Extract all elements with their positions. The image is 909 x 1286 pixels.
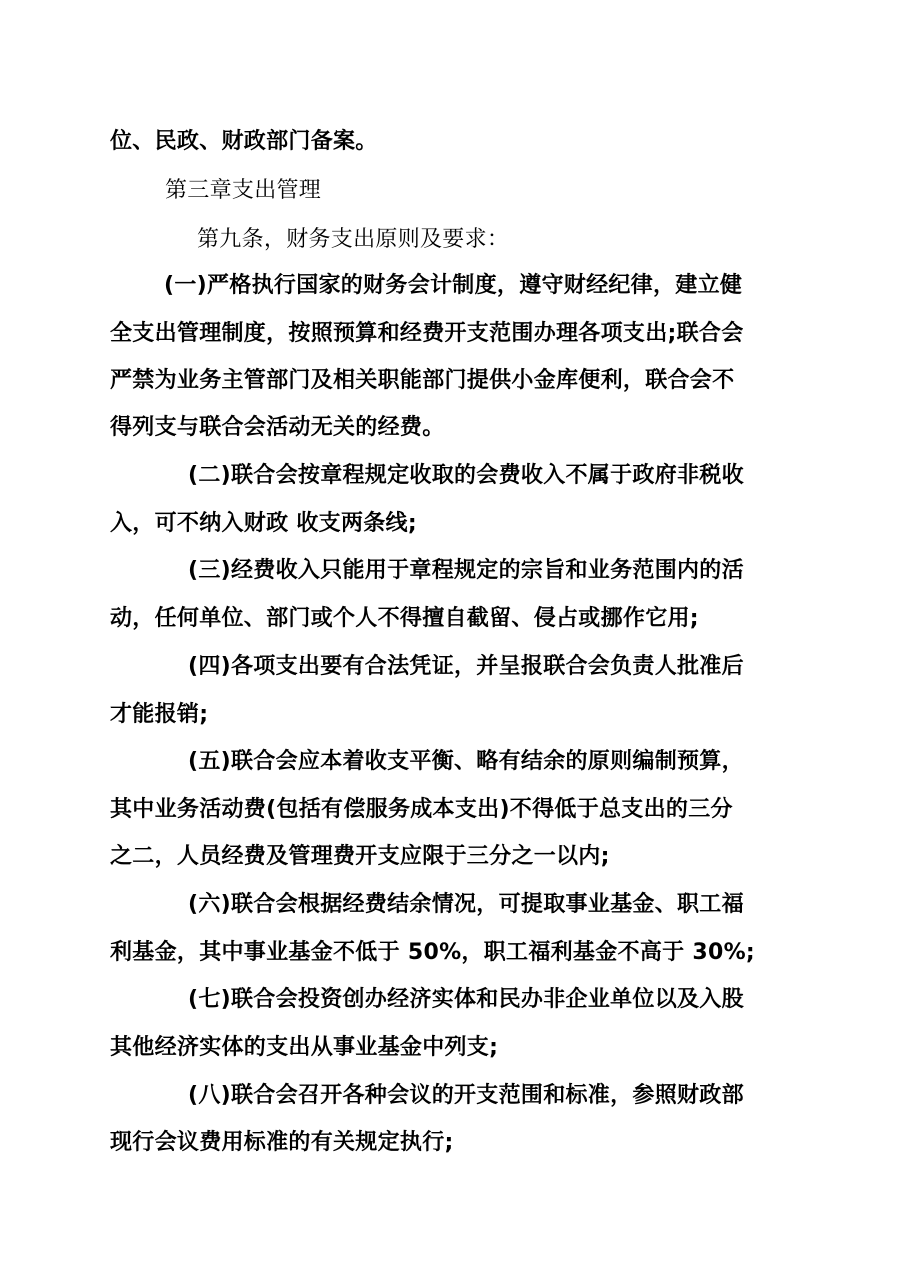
item-8-line-2: 现行会议费用标准的有关规定执行; <box>110 1130 454 1155</box>
item-5-line-3: 之二，人员经费及管理费开支应限于三分之一以内; <box>110 844 610 869</box>
item-1-line-4: 得列支与联合会活动无关的经费。 <box>110 415 445 440</box>
item-1-line-1: (一)严格执行国家的财务会计制度，遵守财经纪律，建立健 <box>164 273 743 298</box>
chapter-heading: 第三章支出管理 <box>165 178 322 203</box>
item-2-line-2: 入，可不纳入财政 收支两条线; <box>110 511 417 536</box>
item-1-line-3: 严禁为业务主管部门及相关职能部门提供小金库便利，联合会不 <box>110 368 735 393</box>
article-heading: 第九条，财务支出原则及要求： <box>197 227 510 252</box>
paragraph-line: 位、民政、财政部门备案。 <box>110 129 378 154</box>
item-5-line-2: 其中业务活动费(包括有偿服务成本支出)不得低于总支出的三分 <box>110 797 733 822</box>
item-4-line-1: (四)各项支出要有合法凭证，并呈报联合会负责人批准后 <box>188 654 744 679</box>
item-3-line-2: 动，任何单位、部门或个人不得擅自截留、侵占或挪作它用; <box>110 606 699 631</box>
item-4-line-2: 才能报销; <box>110 702 209 727</box>
item-7-line-2: 其他经济实体的支出从事业基金中列支; <box>110 1035 499 1060</box>
item-3-line-1: (三)经费收入只能用于章程规定的宗旨和业务范围内的活 <box>188 558 744 583</box>
item-6-line-1: (六)联合会根据经费结余情况，可提取事业基金、职工福 <box>188 892 744 917</box>
item-6-line-2: 利基金，其中事业基金不低于 50%，职工福利基金不高于 30%; <box>110 940 756 965</box>
item-5-line-1: (五)联合会应本着收支平衡、略有结余的原则编制预算， <box>188 749 744 774</box>
item-2-line-1: (二)联合会按章程规定收取的会费收入不属于政府非税收 <box>188 463 744 488</box>
item-1-line-2: 全支出管理制度，按照预算和经费开支范围办理各项支出;联合会 <box>110 321 744 346</box>
item-7-line-1: (七)联合会投资创办经济实体和民办非企业单位以及入股 <box>188 987 744 1012</box>
item-8-line-1: (八)联合会召开各种会议的开支范围和标准，参照财政部 <box>188 1083 744 1108</box>
